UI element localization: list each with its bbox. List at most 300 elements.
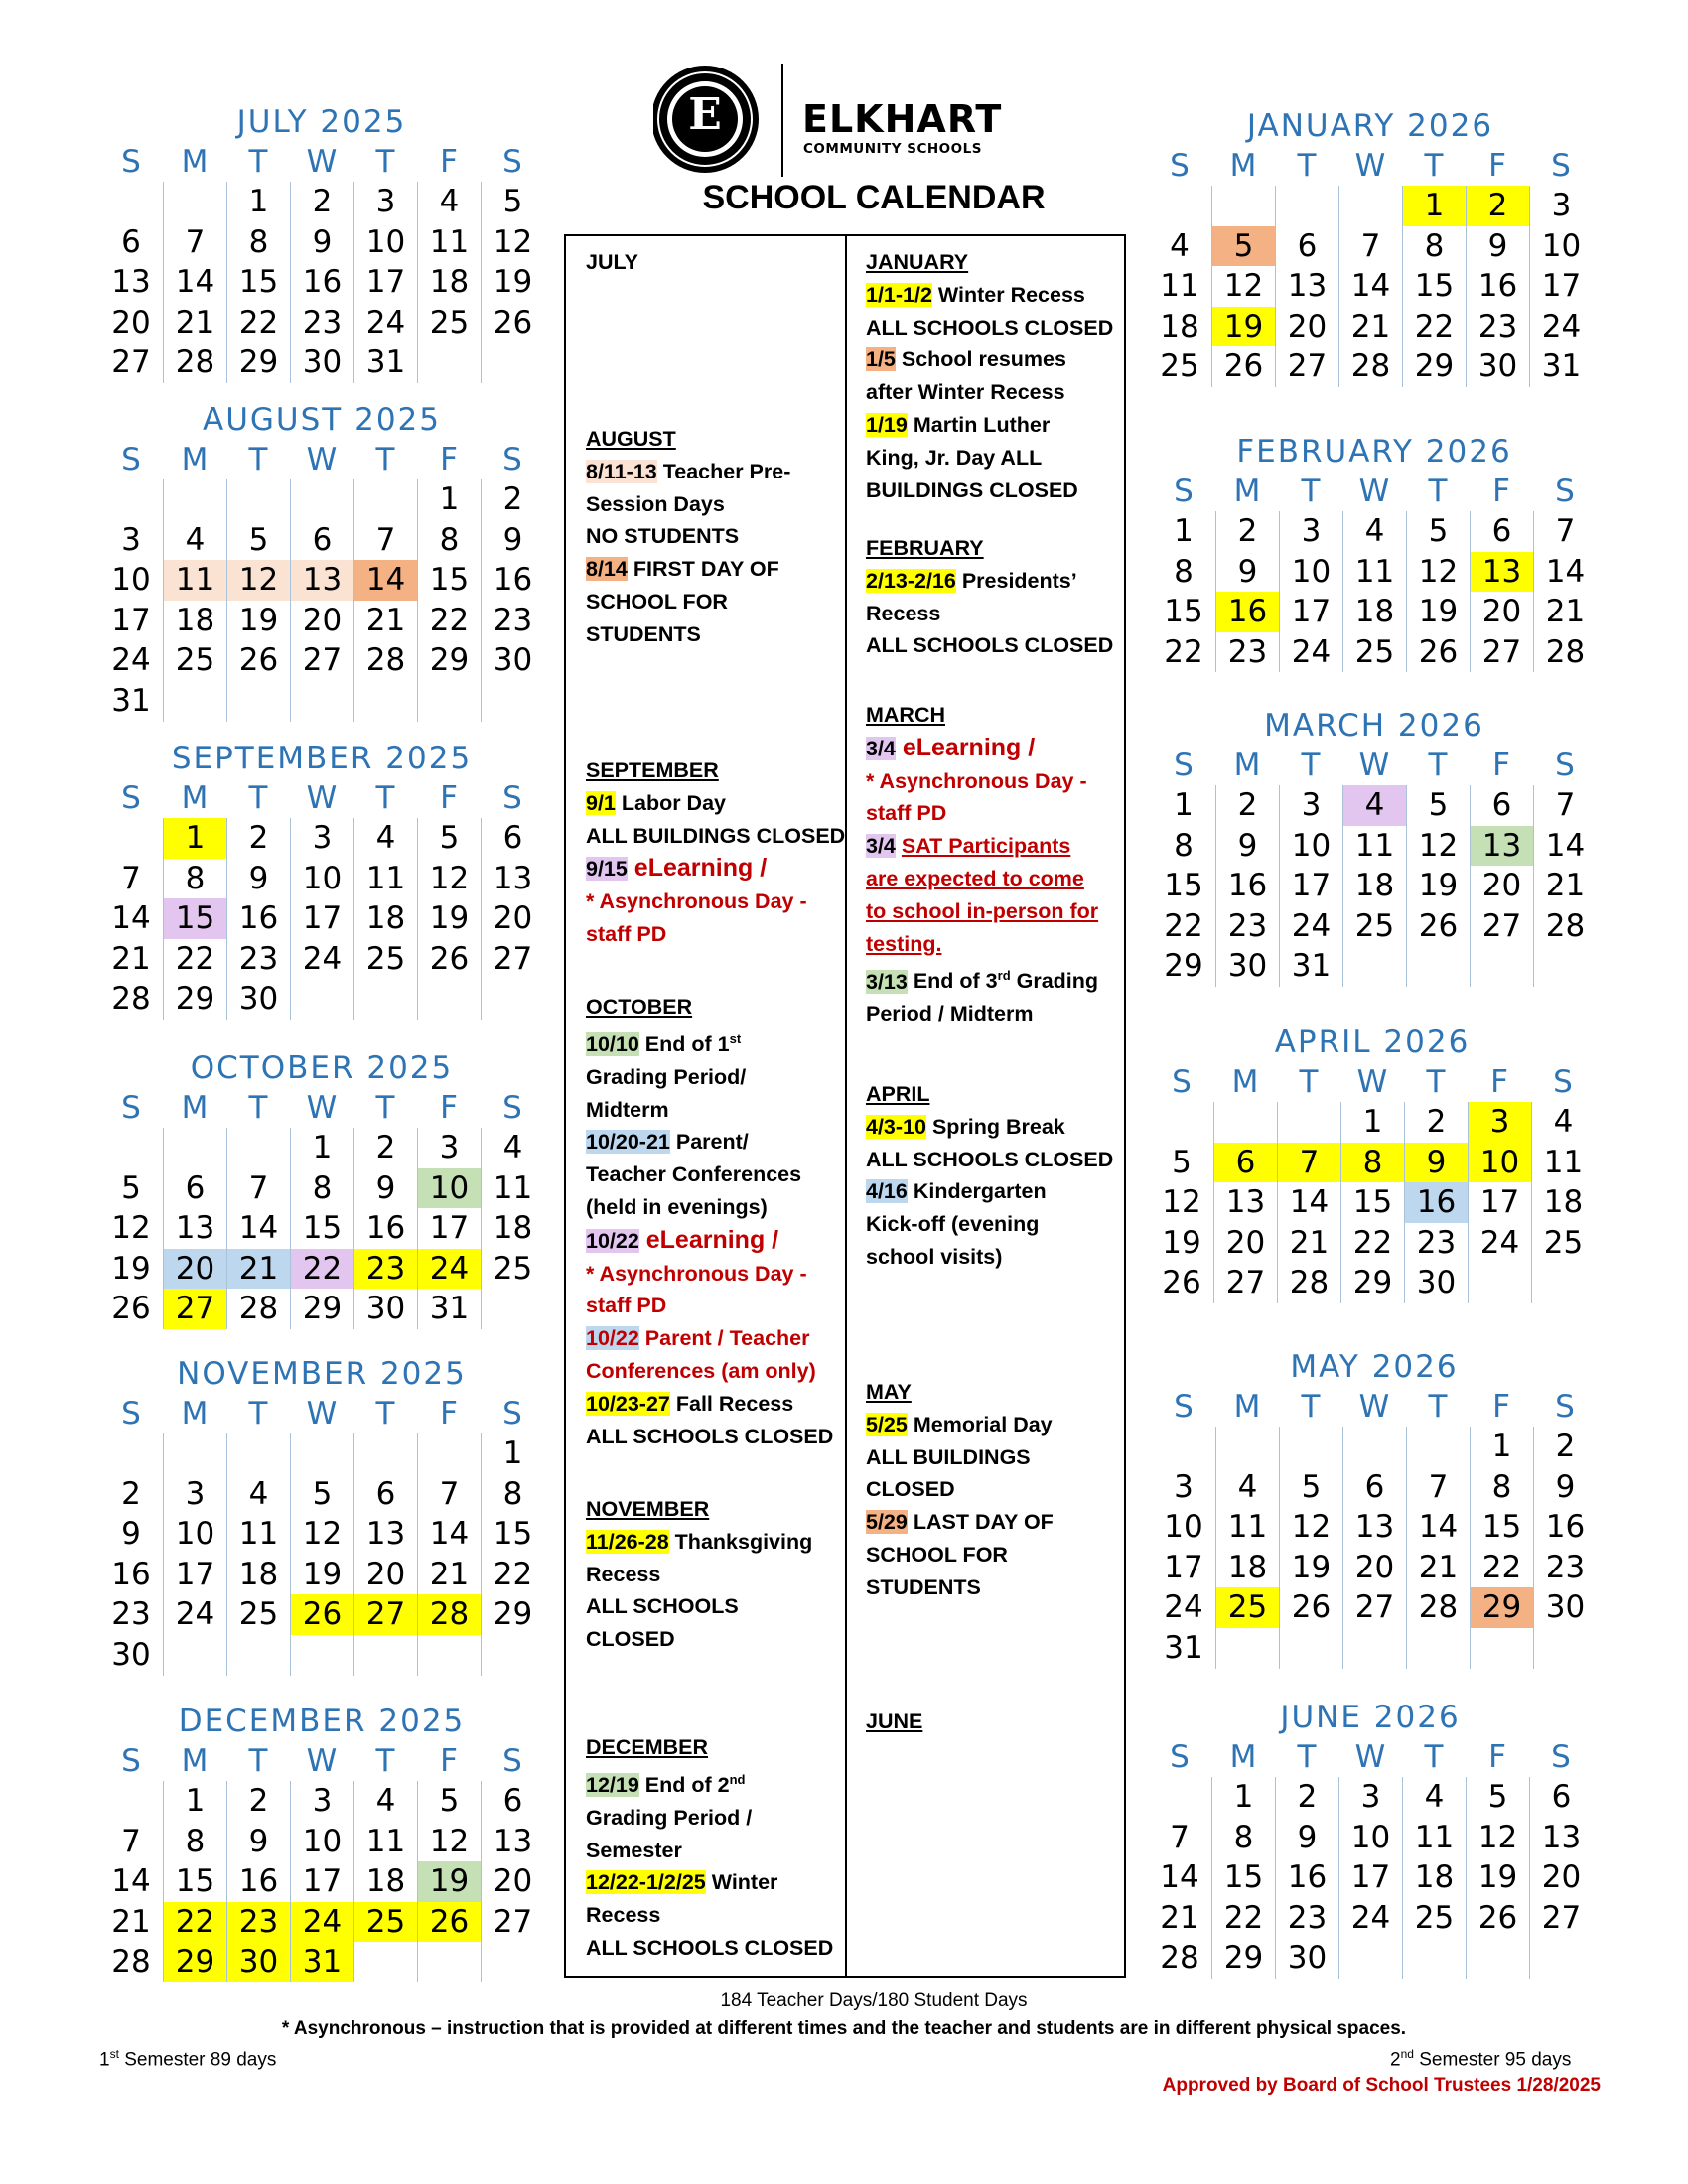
weekday-label: M xyxy=(1233,748,1261,783)
event-text: End of 3 xyxy=(907,969,998,994)
weekday-label: W xyxy=(306,1396,338,1432)
day-cell: 16 xyxy=(481,560,544,601)
month-title: AUGUST 2025 xyxy=(203,402,441,438)
day-cell: 7 xyxy=(1406,1467,1470,1508)
weekday-label: F xyxy=(1490,1064,1508,1100)
month-title: JUNE 2026 xyxy=(1280,1700,1461,1735)
weekday-label: W xyxy=(1358,474,1390,509)
empty-cell xyxy=(1338,186,1402,226)
weekday-label: W xyxy=(306,1743,338,1779)
day-cell: 28 xyxy=(163,342,226,383)
event-date: 2/13-2/16 xyxy=(866,568,956,593)
empty-cell xyxy=(417,979,481,1020)
day-cell: 28 xyxy=(111,1944,151,1980)
empty-cell xyxy=(1279,1427,1342,1467)
day-cell: 17 xyxy=(1164,1549,1203,1585)
event-date: 10/23-27 xyxy=(586,1391,670,1416)
day-cell: 3 xyxy=(1279,511,1342,552)
day-cell: 10 xyxy=(353,222,417,263)
events-october xyxy=(586,991,852,1452)
day-cell: 22 xyxy=(1211,1898,1275,1939)
empty-cell xyxy=(163,1635,226,1676)
logo-name: ELKHART xyxy=(802,97,1003,141)
month-title: OCTOBER 2025 xyxy=(190,1050,454,1086)
day-cell: 13 xyxy=(1470,826,1533,867)
month-title: JULY 2025 xyxy=(236,104,407,140)
month-heading: NOVEMBER xyxy=(586,1497,710,1521)
day-cell: 14 xyxy=(111,1863,151,1900)
day-cell: 19 xyxy=(111,1250,151,1287)
month-title: DECEMBER 2025 xyxy=(178,1704,466,1739)
day-cell: 19 xyxy=(481,262,544,303)
empty-cell xyxy=(226,1128,290,1168)
weekday-label: T xyxy=(375,780,395,816)
event-text: CLOSED xyxy=(586,1627,675,1652)
events-march xyxy=(866,699,1132,1030)
weekday-header xyxy=(1148,1737,1593,1777)
day-cell: 1 xyxy=(1174,513,1194,549)
day-cell: 24 xyxy=(290,1902,353,1943)
day-cell: 9 xyxy=(1215,552,1279,593)
day-cell: 21 xyxy=(163,303,226,343)
empty-cell xyxy=(353,1942,417,1982)
day-cell: 5 xyxy=(417,1781,481,1822)
events-may xyxy=(866,1376,1132,1604)
day-cell: 22 xyxy=(1164,633,1203,670)
day-cell: 30 xyxy=(226,1942,290,1982)
empty-cell xyxy=(99,1781,163,1822)
approval-note: Approved by Board of School Trustees 1/28/2025 xyxy=(1162,2075,1601,2096)
event-text: STUDENTS xyxy=(586,621,701,646)
weekday-header xyxy=(99,778,544,818)
event-text: eLearning / xyxy=(627,854,768,883)
empty-cell xyxy=(353,1433,417,1474)
day-cell: 16 xyxy=(1215,592,1279,632)
empty-cell xyxy=(1529,1938,1593,1979)
logo-letter: E xyxy=(688,89,722,140)
events-april xyxy=(866,1078,1132,1274)
event-date: 12/22-1/2/25 xyxy=(586,1870,706,1895)
day-cell: 11 xyxy=(1215,1507,1279,1548)
day-cell: 22 xyxy=(290,1249,353,1290)
day-cell: 4 xyxy=(353,1781,417,1822)
weekday-label: W xyxy=(1358,748,1390,783)
day-cell: 3 xyxy=(1529,186,1593,226)
weekday-label: M xyxy=(181,1743,209,1779)
day-cell: 17 xyxy=(290,1861,353,1902)
page-title: SCHOOL CALENDAR xyxy=(702,179,1046,216)
day-cell: 18 xyxy=(1160,308,1199,344)
day-grid xyxy=(99,479,544,722)
day-cell: 1 xyxy=(1340,1102,1404,1143)
event-date: 10/22 xyxy=(586,1228,639,1253)
event-text: SAT Participants xyxy=(901,834,1071,859)
weekday-label: T xyxy=(1424,148,1444,184)
event-date: 10/20-21 xyxy=(586,1130,670,1155)
day-cell: 25 xyxy=(226,1594,290,1635)
day-cell: 27 xyxy=(1275,346,1338,387)
day-cell: 24 xyxy=(1529,307,1593,347)
day-cell: 6 xyxy=(1213,1143,1277,1183)
weekday-label: W xyxy=(306,1090,338,1126)
day-cell: 18 xyxy=(1402,1857,1466,1898)
day-cell: 27 xyxy=(290,640,353,681)
day-cell: 19 xyxy=(417,1861,481,1902)
event-text: ALL BUILDINGS xyxy=(866,1444,1031,1469)
day-cell: 10 xyxy=(1338,1818,1402,1858)
weekday-header xyxy=(1152,472,1597,511)
day-cell: 10 xyxy=(290,859,353,899)
empty-cell xyxy=(1342,946,1406,987)
month-heading: MARCH xyxy=(866,703,946,727)
day-cell: 28 xyxy=(1406,1587,1470,1628)
weekday-header xyxy=(99,142,544,182)
day-cell: 7 xyxy=(417,1474,481,1515)
day-cell: 17 xyxy=(290,898,353,939)
day-cell: 24 xyxy=(111,642,151,679)
day-cell: 13 xyxy=(290,560,353,601)
weekday-label: T xyxy=(1428,748,1448,783)
weekday-label: M xyxy=(1231,1064,1259,1100)
weekday-label: W xyxy=(306,442,338,478)
day-cell: 11 xyxy=(226,1514,290,1555)
day-cell: 6 xyxy=(290,520,353,561)
day-cell: 7 xyxy=(121,860,141,896)
weekday-label: S xyxy=(1172,1064,1192,1100)
weekday-label: S xyxy=(1174,748,1194,783)
event-text: LAST DAY OF xyxy=(907,1510,1054,1535)
day-cell: 6 xyxy=(1470,511,1533,552)
weekday-label: F xyxy=(440,442,458,478)
day-cell: 1 xyxy=(163,818,226,859)
month-title: FEBRUARY 2026 xyxy=(1236,434,1512,470)
day-cell: 28 xyxy=(1277,1263,1340,1303)
month-march-2026 xyxy=(1152,706,1597,987)
day-cell: 24 xyxy=(1279,906,1342,947)
day-cell: 19 xyxy=(417,898,481,939)
day-cell: 25 xyxy=(481,1249,544,1290)
day-cell: 23 xyxy=(1466,307,1529,347)
day-cell: 26 xyxy=(111,1291,151,1327)
event-text: * Asynchronous Day - xyxy=(866,768,1087,793)
weekday-label: S xyxy=(1555,748,1575,783)
empty-cell xyxy=(1406,1628,1470,1669)
empty-cell xyxy=(1470,946,1533,987)
day-cell: 31 xyxy=(1164,1629,1203,1666)
day-cell: 31 xyxy=(353,342,417,383)
event-date: 8/11-13 xyxy=(586,459,657,483)
weekday-header xyxy=(1150,1062,1595,1102)
event-text: King, Jr. Day ALL xyxy=(866,445,1043,470)
weekday-label: T xyxy=(375,1396,395,1432)
day-cell: 6 xyxy=(1342,1467,1406,1508)
day-cell: 8 xyxy=(290,1168,353,1209)
event-text: End of 2 xyxy=(638,1772,730,1797)
empty-cell xyxy=(163,1433,226,1474)
day-grid xyxy=(1152,785,1597,987)
weekday-label: S xyxy=(1170,148,1190,184)
empty-cell xyxy=(163,479,226,520)
weekday-header xyxy=(1148,146,1593,186)
event-text: * Asynchronous Day - xyxy=(586,889,807,914)
weekday-label: T xyxy=(248,1396,268,1432)
weekday-label: T xyxy=(375,144,395,180)
day-cell: 27 xyxy=(481,1902,544,1943)
empty-cell xyxy=(481,1635,544,1676)
event-text: End of 1 xyxy=(638,1031,730,1056)
day-cell: 27 xyxy=(1470,906,1533,947)
event-text: NO STUDENTS xyxy=(586,524,740,549)
weekday-header xyxy=(1152,1387,1597,1427)
day-cell: 29 xyxy=(1340,1263,1404,1303)
event-date: 4/3-10 xyxy=(866,1114,926,1139)
day-cell: 14 xyxy=(163,262,226,303)
event-text: Parent / Teacher xyxy=(638,1326,810,1351)
day-cell: 24 xyxy=(353,303,417,343)
event-text: eLearning / xyxy=(638,1225,779,1254)
empty-cell xyxy=(1213,1102,1277,1143)
weekday-label: T xyxy=(1297,148,1317,184)
empty-cell xyxy=(226,1635,290,1676)
day-cell: 9 xyxy=(226,859,290,899)
empty-cell xyxy=(1215,1628,1279,1669)
day-cell: 12 xyxy=(1406,552,1470,593)
day-cell: 19 xyxy=(1162,1224,1201,1261)
day-cell: 21 xyxy=(111,1903,151,1940)
weekday-label: T xyxy=(1297,1739,1317,1775)
day-cell: 21 xyxy=(1533,866,1597,906)
day-cell: 18 xyxy=(1215,1548,1279,1588)
day-cell: 3 xyxy=(290,1781,353,1822)
weekday-label: W xyxy=(1354,148,1386,184)
day-cell: 1 xyxy=(1211,1777,1275,1818)
event-text: ALL BUILDINGS CLOSED xyxy=(586,823,846,848)
event-text: Labor Day xyxy=(615,790,727,815)
day-cell: 24 xyxy=(417,1249,481,1290)
day-cell: 9 xyxy=(121,1516,141,1553)
day-cell: 4 xyxy=(1170,227,1190,264)
day-cell: 23 xyxy=(481,601,544,641)
day-cell: 7 xyxy=(1533,511,1597,552)
day-grid xyxy=(1148,1777,1593,1979)
day-cell: 4 xyxy=(481,1128,544,1168)
events-june xyxy=(866,1706,1132,1738)
weekday-label: F xyxy=(440,144,458,180)
event-text: ALL SCHOOLS CLOSED xyxy=(866,633,1114,658)
weekday-label: F xyxy=(1488,1739,1506,1775)
day-cell: 4 xyxy=(1531,1102,1595,1143)
day-cell: 26 xyxy=(1406,906,1470,947)
day-cell: 20 xyxy=(353,1555,417,1595)
month-heading: FEBRUARY xyxy=(866,536,984,560)
weekday-label: F xyxy=(440,1743,458,1779)
weekday-label: F xyxy=(1492,748,1510,783)
month-title: APRIL 2026 xyxy=(1274,1024,1471,1060)
day-cell: 2 xyxy=(226,1781,290,1822)
empty-cell xyxy=(163,681,226,722)
empty-cell xyxy=(1402,1938,1466,1979)
day-grid xyxy=(99,1781,544,1982)
empty-cell xyxy=(1531,1263,1595,1303)
day-cell: 12 xyxy=(290,1514,353,1555)
weekday-label: S xyxy=(1551,148,1571,184)
day-cell: 24 xyxy=(1164,1589,1203,1626)
day-cell: 15 xyxy=(1470,1507,1533,1548)
day-cell: 11 xyxy=(1342,552,1406,593)
day-cell: 21 xyxy=(1338,307,1402,347)
day-cell: 9 xyxy=(1275,1818,1338,1858)
day-cell: 7 xyxy=(226,1168,290,1209)
day-cell: 5 xyxy=(290,1474,353,1515)
weekday-label: F xyxy=(440,1396,458,1432)
day-cell: 7 xyxy=(163,222,226,263)
empty-cell xyxy=(1406,1427,1470,1467)
day-cell: 29 xyxy=(1402,346,1466,387)
weekday-label: W xyxy=(306,144,338,180)
empty-cell xyxy=(226,681,290,722)
empty-cell xyxy=(1152,1427,1215,1467)
day-cell: 29 xyxy=(1470,1587,1533,1628)
event-text: Winter xyxy=(705,1870,778,1895)
day-cell: 10 xyxy=(1279,826,1342,867)
event-date: 1/19 xyxy=(866,412,908,437)
day-cell: 18 xyxy=(353,1861,417,1902)
event-text: Semester xyxy=(586,1838,682,1862)
weekday-label: M xyxy=(181,780,209,816)
day-cell: 10 xyxy=(1529,226,1593,267)
day-cell: 17 xyxy=(1468,1182,1531,1223)
day-cell: 16 xyxy=(1533,1507,1597,1548)
event-text: testing. xyxy=(866,931,942,956)
day-cell: 28 xyxy=(226,1289,290,1329)
events-july xyxy=(586,246,852,279)
day-cell: 24 xyxy=(163,1594,226,1635)
event-text: staff PD xyxy=(586,1294,667,1318)
day-cell: 5 xyxy=(417,818,481,859)
event-text: st xyxy=(729,1030,742,1046)
weekday-label: T xyxy=(1301,748,1321,783)
day-cell: 12 xyxy=(1466,1818,1529,1858)
event-text: after Winter Recess xyxy=(866,380,1065,405)
events-september xyxy=(586,754,852,951)
day-cell: 24 xyxy=(1279,632,1342,673)
event-text: Teacher Pre- xyxy=(656,459,791,483)
day-cell: 31 xyxy=(417,1289,481,1329)
event-date: 1/5 xyxy=(866,347,896,372)
event-text: (held in evenings) xyxy=(586,1194,768,1219)
empty-cell xyxy=(290,1433,353,1474)
day-cell: 7 xyxy=(121,1823,141,1859)
day-cell: 29 xyxy=(163,1942,226,1982)
day-cell: 9 xyxy=(1533,1467,1597,1508)
day-cell: 15 xyxy=(1164,594,1203,630)
event-text: SCHOOL FOR xyxy=(866,1542,1008,1567)
month-august-2025 xyxy=(99,400,544,722)
day-cell: 19 xyxy=(1279,1548,1342,1588)
event-date: 8/14 xyxy=(586,557,628,582)
weekday-label: S xyxy=(1174,474,1194,509)
day-cell: 12 xyxy=(1406,826,1470,867)
empty-cell xyxy=(481,979,544,1020)
day-cell: 27 xyxy=(1213,1263,1277,1303)
weekday-header xyxy=(99,440,544,479)
event-text: Session Days xyxy=(586,491,725,516)
empty-cell xyxy=(1468,1263,1531,1303)
empty-cell xyxy=(1150,1102,1213,1143)
day-cell: 10 xyxy=(163,1514,226,1555)
day-cell: 17 xyxy=(111,602,151,638)
day-cell: 2 xyxy=(353,1128,417,1168)
day-cell: 8 xyxy=(481,1474,544,1515)
event-text: ALL SCHOOLS CLOSED xyxy=(586,1424,834,1448)
day-cell: 18 xyxy=(1531,1182,1595,1223)
day-cell: 1 xyxy=(226,182,290,222)
empty-cell xyxy=(1277,1102,1340,1143)
day-cell: 5 xyxy=(481,182,544,222)
day-cell: 6 xyxy=(1275,226,1338,267)
event-text: nd xyxy=(729,1771,746,1787)
event-text: School resumes xyxy=(895,347,1066,372)
day-cell: 15 xyxy=(417,560,481,601)
event-text: Midterm xyxy=(586,1097,669,1122)
day-cell: 14 xyxy=(111,900,151,937)
event-text: BUILDINGS CLOSED xyxy=(866,478,1078,502)
day-cell: 31 xyxy=(1279,946,1342,987)
empty-cell xyxy=(1406,946,1470,987)
weekday-label: W xyxy=(1356,1064,1388,1100)
weekday-label: S xyxy=(1174,1389,1194,1425)
day-cell: 3 xyxy=(1468,1102,1531,1143)
day-cell: 24 xyxy=(1468,1223,1531,1264)
day-cell: 10 xyxy=(1279,552,1342,593)
day-cell: 4 xyxy=(1342,785,1406,826)
day-cell: 18 xyxy=(481,1208,544,1249)
day-cell: 17 xyxy=(1279,592,1342,632)
weekday-label: S xyxy=(502,780,522,816)
month-july-2025 xyxy=(99,102,544,383)
day-cell: 10 xyxy=(417,1168,481,1209)
day-cell: 23 xyxy=(1404,1223,1468,1264)
day-cell: 3 xyxy=(290,818,353,859)
day-cell: 11 xyxy=(163,560,226,601)
day-cell: 21 xyxy=(1533,592,1597,632)
day-cell: 26 xyxy=(290,1594,353,1635)
day-cell: 16 xyxy=(353,1208,417,1249)
month-title: MARCH 2026 xyxy=(1264,708,1484,744)
event-text: Kick-off (evening xyxy=(866,1212,1040,1237)
day-cell: 29 xyxy=(1211,1938,1275,1979)
event-text: Grading Period / xyxy=(586,1805,753,1830)
empty-cell xyxy=(1148,1777,1211,1818)
day-cell: 7 xyxy=(353,520,417,561)
weekday-label: T xyxy=(375,1743,395,1779)
day-cell: 15 xyxy=(163,1861,226,1902)
event-text: Recess xyxy=(586,1562,661,1586)
event-text: Kindergarten xyxy=(907,1179,1047,1204)
empty-cell xyxy=(417,1942,481,1982)
event-text: STUDENTS xyxy=(866,1574,981,1599)
day-cell: 1 xyxy=(163,1781,226,1822)
day-cell: 15 xyxy=(163,898,226,939)
month-june-2026 xyxy=(1148,1698,1593,1979)
day-cell: 6 xyxy=(163,1168,226,1209)
day-cell: 5 xyxy=(1211,226,1275,267)
day-cell: 19 xyxy=(1406,592,1470,632)
day-cell: 8 xyxy=(1402,226,1466,267)
day-cell: 1 xyxy=(417,479,481,520)
events-november xyxy=(586,1493,852,1656)
day-cell: 3 xyxy=(163,1474,226,1515)
